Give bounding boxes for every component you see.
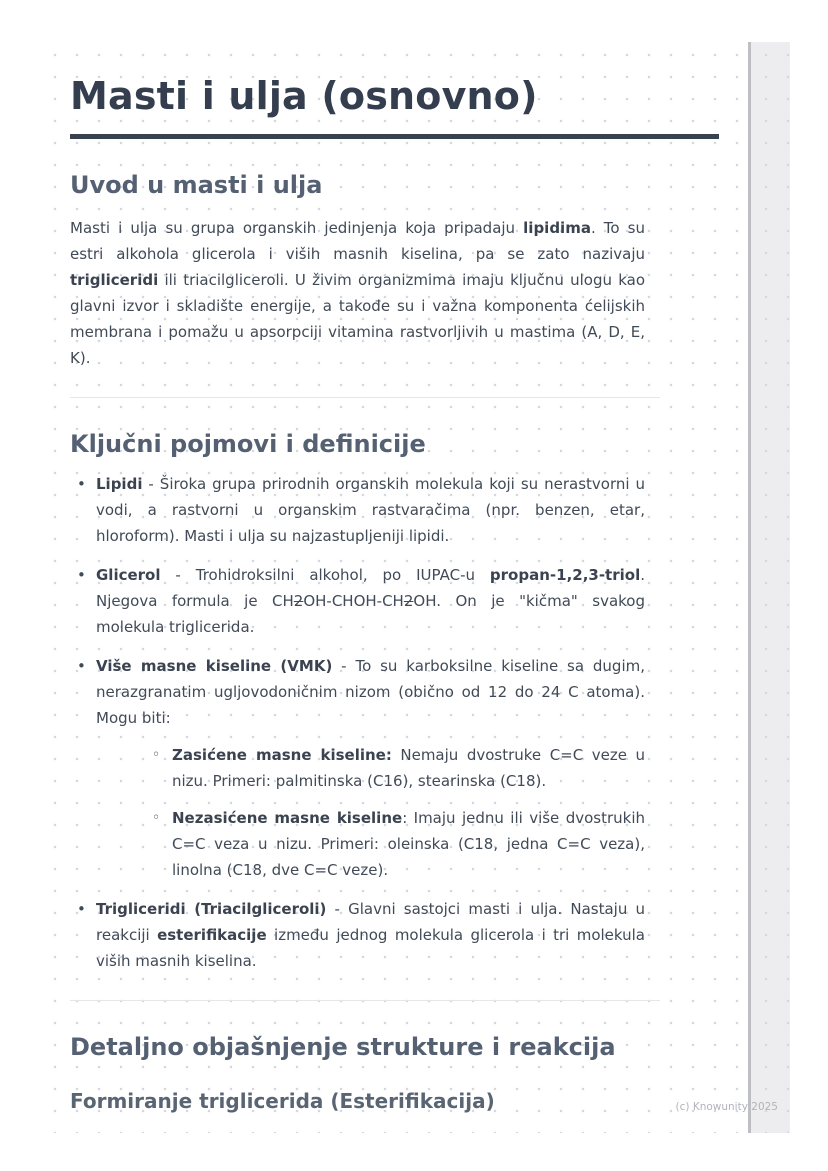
list-item-lipidi: • Lipidi - Široka grupa prirodnih organskih molekula koji su nerastvorni u vodi, a rastvorni u organskim rastvaračima (npr. benzen, etar, hloroform). Masti i ulja su najzastupljeniji lipidi. [70,471,645,549]
section-divider [70,1000,660,1001]
copyright-note: (c) Knowunity 2025 [675,1101,778,1113]
list-item-vmk [70,653,645,883]
next-page-edge [748,42,790,1133]
section-heading-details: Detaljno objašnjenje strukture i reakcija [70,1033,616,1061]
page-title: Masti i ulja (osnovno) [70,74,538,118]
subsection-heading-esterifikacija: Formiranje triglicerida (Esterifikacija) [70,1089,495,1113]
section-divider [70,397,660,398]
list-item-vmk-text: Više masne kiseline (VMK) - To su karboksilne kiseline sa dugim, nerazgranatim ugljovodoničnim nizom (obično od 12 do 24 C atoma). Mogu biti: [96,657,646,727]
vmk-sub-list [150,742,645,883]
page-content [40,42,748,1113]
intro-paragraph: Masti i ulja su grupa organskih jedinjenja koja pripadaju lipidima. To su estri alkohola glicerola i viših masnih kiselina, pa se zato nazivaju trigliceridi ili triacilgliceroli. U živim organizmima imaju ključnu ulogu kao glavni izvor i skladište energije, a takođe su i važna komponenta ćelijskih membrana i pomažu u apsorpciji vitamina rastvorljivih u mastima (A, D, E, K). [70,219,645,367]
list-item-glicerol: • Glicerol - Trohidroksilni alkohol, po IUPAC-u propan-1,2,3-triol. Njegova formula je CH2OH-CHOH-CH2OH. On je "kičma" svakog molekula triglicerida. [70,562,645,640]
title-rule [70,134,719,139]
section-heading-intro: Uvod u masti i ulja [70,171,323,199]
notes-page [40,42,748,1133]
sub-item-zasicene: ◦ Zasićene masne kiseline: Nemaju dvostruke C=C veze u nizu. Primeri: palmitinska (C16), stearinska (C18). [150,742,645,794]
section-heading-terms: Ključni pojmovi i definicije [70,430,426,458]
list-item-trigliceridi: • Trigliceridi (Triacilgliceroli) - Glavni sastojci masti i ulja. Nastaju u reakciji esterifikacije između jednog molekula glicerola i tri molekula viših masnih kiselina. [70,896,645,974]
sub-item-nezasicene: ◦ Nezasićene masne kiseline: Imaju jednu ili više dvostrukih C=C veza u nizu. Primeri: oleinska (C18, jedna C=C veza), linolna (C18, dve C=C veze). [150,805,645,883]
terms-list [70,471,645,974]
